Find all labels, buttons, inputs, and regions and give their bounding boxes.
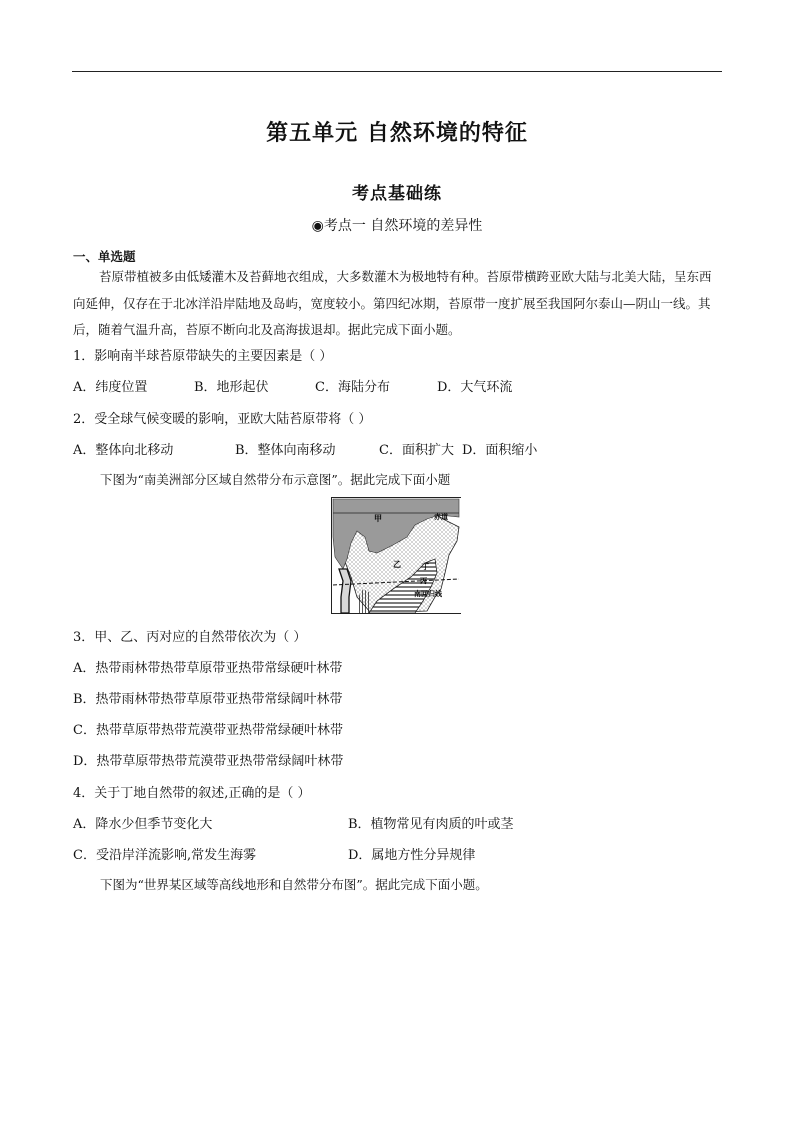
question-1-option-a[interactable]: A．纬度位置 [73,380,148,395]
map-label-jia: 甲 [374,514,382,523]
question-4-option-d[interactable]: D．属地方性分异规律 [348,848,476,863]
figure-intro-1: 下图为“南美洲部分区域自然带分布示意图”。据此完成下面小题 [100,472,451,487]
map-label-yi: 乙 [393,560,401,569]
page-title: 第五单元 自然环境的特征 [266,121,528,146]
map-label-bing: 丙 [420,577,427,585]
question-3-option-b[interactable]: B．热带雨林带热带草原带亚热带常绿阔叶林带 [73,692,343,707]
question-2-stem: 2．受全球气候变暖的影响，亚欧大陆苔原带将（ ） [73,412,372,427]
question-1-stem: 1．影响南半球苔原带缺失的主要因素是（ ） [73,349,333,364]
figure-intro-2: 下图为“世界某区域等高线地形和自然带分布图”。据此完成下面小题。 [100,877,488,892]
question-1-option-b[interactable]: B．地形起伏 [194,380,269,395]
map-label-ding: 丁 [422,563,429,571]
page-subtitle: 考点基础练 [352,184,442,204]
map-label-tropic: 南回归线 [414,590,442,598]
question-4-stem: 4．关于丁地自然带的叙述,正确的是（ ） [73,786,311,801]
question-3-option-c[interactable]: C．热带草原带热带荒漠带亚热带常绿硬叶林带 [73,723,343,738]
topic-heading: ◉考点一 自然环境的差异性 [311,218,483,234]
header-rule [72,71,722,72]
question-2-option-b[interactable]: B．整体向南移动 [235,443,336,458]
passage-1 [73,264,723,344]
question-3-option-d[interactable]: D．热带草原带热带荒漠带亚热带常绿阔叶林带 [73,754,344,769]
question-2-option-c[interactable]: C．面积扩大 [379,443,454,458]
question-3-option-a[interactable]: A．热带雨林带热带草原带亚热带常绿硬叶林带 [73,661,343,676]
section-label: 一、单选题 [73,249,136,264]
question-4-option-b[interactable]: B．植物常见有肉质的叶或茎 [348,817,514,832]
question-2-option-a[interactable]: A．整体向北移动 [73,443,174,458]
question-4-option-a[interactable]: A．降水少但季节变化大 [73,817,213,832]
passage-1-text: 苔原带植被多由低矮灌木及苔藓地衣组成，大多数灌木为极地特有种。苔原带横跨亚欧大陆与北美大陆，呈东西向延伸，仅存在于北冰洋沿岸陆地及岛屿，宽度较小。第四纪冰期，苔原带一度扩展至我国阿尔泰山—阴山一线。其后，随着气温升高，苔原不断向北及高海拔退却。据此完成下面小题。 [73,269,712,337]
question-1-option-d[interactable]: D．大气环流 [437,380,513,395]
question-2-option-d[interactable]: D．面积缩小 [462,443,538,458]
map-label-equator: 赤道 [434,513,448,521]
south-america-map [331,497,461,614]
question-3-stem: 3．甲、乙、丙对应的自然带依次为（ ） [73,630,307,645]
question-4-option-c[interactable]: C．受沿岸洋流影响,常发生海雾 [73,848,257,863]
question-1-option-c[interactable]: C．海陆分布 [315,380,390,395]
